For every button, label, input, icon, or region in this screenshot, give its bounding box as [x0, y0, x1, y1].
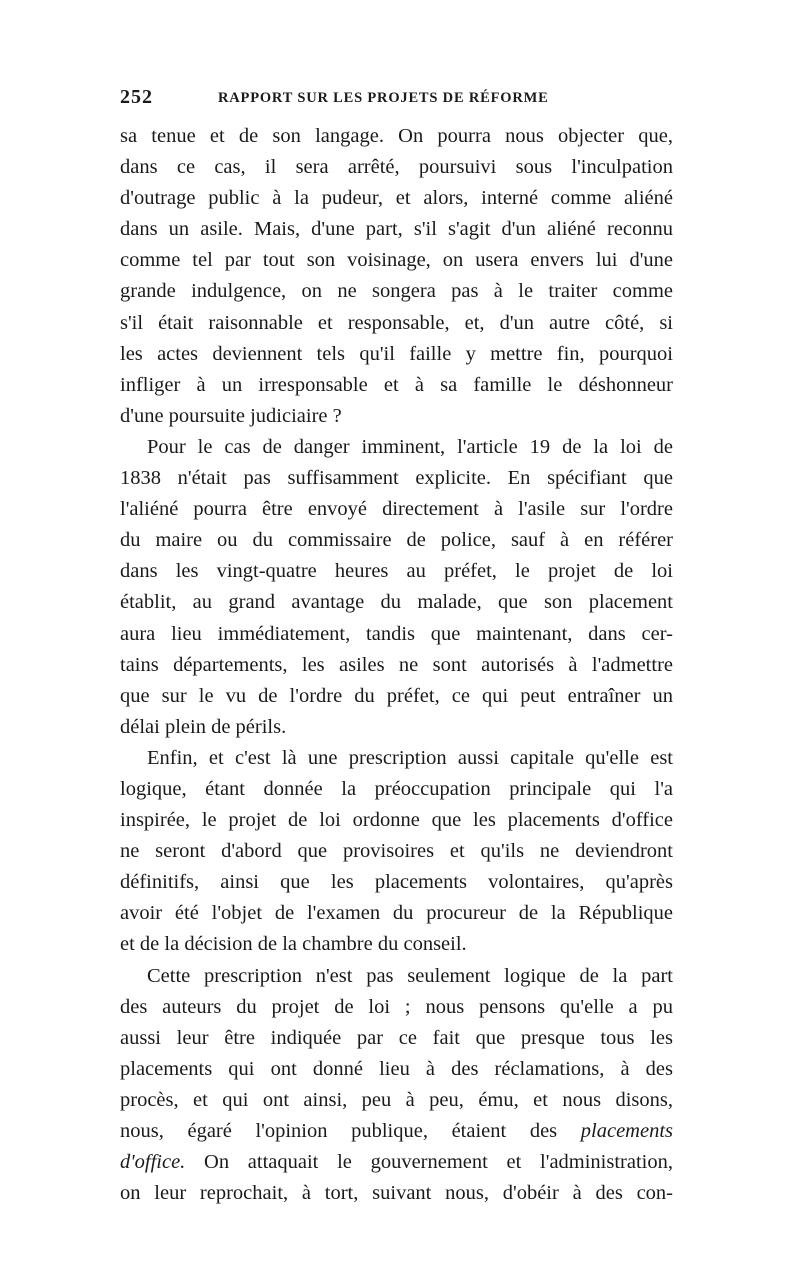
text-line: établit, au grand avantage du malade, que son placement — [120, 591, 673, 614]
text-line: procès, et qui ont ainsi, peu à peu, ému, et nous disons, — [120, 1088, 673, 1111]
text-line: définitifs, ainsi que les placements volontaires, qu'après — [120, 871, 673, 894]
text-line: dans ce cas, il sera arrêté, poursuivi sous l'inculpation — [120, 156, 673, 179]
paragraph-2 — [120, 432, 673, 743]
text-line: d'une poursuite judiciaire ? — [120, 404, 342, 427]
text-line: du maire ou du commissaire de police, sauf à en référer — [120, 529, 673, 552]
text-line: on leur reprochait, à tort, suivant nous, d'obéir à des con- — [120, 1182, 673, 1205]
paragraph-3 — [120, 743, 673, 961]
text-line: l'aliéné pourra être envoyé directement à l'asile sur l'ordre — [120, 498, 673, 521]
text-line: logique, étant donnée la préoccupation principale qui l'a — [120, 777, 673, 800]
text-line: délai plein de périls. — [120, 715, 287, 738]
paragraph-1 — [120, 121, 673, 432]
text-line: des auteurs du projet de loi ; nous pensons qu'elle a pu — [120, 995, 673, 1018]
text-line: inspirée, le projet de loi ordonne que les placements d'office — [120, 809, 673, 832]
text-line: tains départements, les asiles ne sont autorisés à l'admettre — [120, 653, 673, 676]
page-header — [120, 86, 680, 116]
text-line: aura lieu immédiatement, tandis que maintenant, dans cer- — [120, 622, 673, 645]
text-line: Enfin, et c'est là une prescription aussi capitale qu'elle est — [147, 746, 673, 769]
text-line: ne seront d'abord que provisoires et qu'ils ne deviendront — [120, 840, 673, 863]
text-line: Cette prescription n'est pas seulement logique de la part — [147, 964, 673, 987]
running-head: RAPPORT SUR LES PROJETS DE RÉFORME — [218, 90, 549, 106]
text-line: sa tenue et de son langage. On pourra nous objecter que, — [120, 125, 673, 147]
text-line: infliger à un irresponsable et à sa famille le déshonneur — [120, 373, 673, 396]
body-text — [120, 121, 673, 1209]
text-line: et de la décision de la chambre du conseil. — [120, 933, 467, 956]
page-number: 252 — [120, 86, 153, 108]
text-line: grande indulgence, on ne songera pas à le traiter comme — [120, 280, 673, 303]
text-line: aussi leur être indiquée par ce fait que presque tous les — [120, 1026, 673, 1049]
text-line: 1838 n'était pas suffisamment explicite. En spécifiant que — [120, 467, 673, 490]
text-line: que sur le vu de l'ordre du préfet, ce qui peut entraîner un — [120, 684, 673, 707]
text-segment: nous, égaré l'opinion publique, étaient des — [120, 1120, 558, 1142]
text-line: s'il était raisonnable et responsable, et, d'un autre côté, si — [120, 311, 673, 334]
text-line: avoir été l'objet de l'examen du procureur de la République — [120, 902, 673, 925]
text-line: Pour le cas de danger imminent, l'article 19 de la loi de — [147, 435, 673, 458]
text-line-mixed — [120, 1147, 673, 1178]
text-line: d'outrage public à la pudeur, et alors, interné comme aliéné — [120, 187, 673, 210]
text-line: dans les vingt-quatre heures au préfet, le projet de loi — [120, 560, 673, 583]
text-line: placements qui ont donné lieu à des réclamations, à des — [120, 1057, 673, 1080]
text-segment: On attaquait le gouvernement et l'administration, — [204, 1151, 673, 1174]
text-line: comme tel par tout son voisinage, on usera envers lui d'une — [120, 249, 673, 272]
text-line-mixed — [120, 1116, 673, 1147]
paragraph-4 — [120, 961, 673, 1210]
text-line: les actes deviennent tels qu'il faille y mettre fin, pourquoi — [120, 342, 673, 365]
text-line: dans un asile. Mais, d'une part, s'il s'agit d'un aliéné reconnu — [120, 218, 673, 241]
italic-text: d'office. — [120, 1151, 186, 1174]
italic-text: placements — [580, 1120, 674, 1142]
